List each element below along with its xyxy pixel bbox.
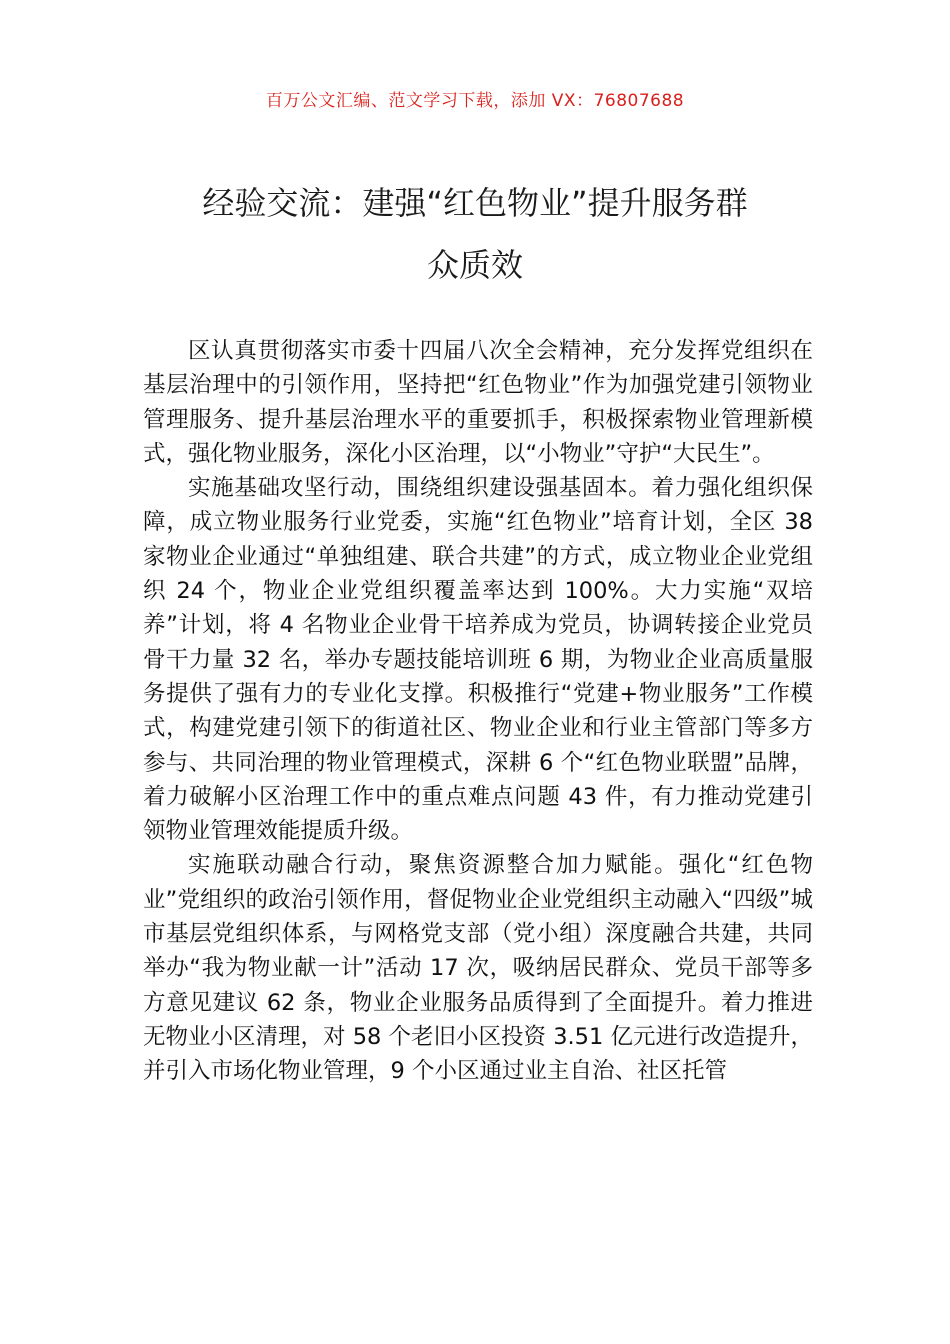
paragraph-intro: 区认真贯彻落实市委十四届八次全会精神，充分发挥党组织在基层治理中的引领作用，坚持把“红色物业”作为加强党建引领物业管理服务、提升基层治理水平的重要抓手，积极探索物业管理新模式，强化物业服务，深化小区治理，以“小物业”守护“大民生”。	[143, 338, 813, 467]
document-title	[150, 172, 800, 296]
title-line-1: 经验交流：建强“红色物业”提升服务群	[202, 184, 748, 222]
document-body	[143, 334, 813, 1089]
title-line-2: 众质效	[426, 246, 523, 284]
paragraph-linkage-action: 实施联动融合行动，聚焦资源整合加力赋能。强化“红色物业”党组织的政治引领作用，督促物业企业党组织主动融入“四级”城市基层党组织体系，与网格党支部（党小组）深度融合共建，共同举办“我为物业献一计”活动 17 次，吸纳居民群众、党员干部等多方意见建议 62 条，物业企业服务品质得到了全面提升。着力推进无物业小区清理，对 58 个老旧小区投资 3.51 亿元进行改造提升，并引入市场化物业管理，9 个小区通过业主自治、社区托管	[143, 852, 813, 1085]
header-banner: 百万公文汇编、范文学习下载，添加 VX：76807688	[265, 91, 685, 111]
paragraph-foundation-action: 实施基础攻坚行动，围绕组织建设强基固本。着力强化组织保障，成立物业服务行业党委，实施“红色物业”培育计划，全区 38 家物业企业通过“单独组建、联合共建”的方式，成立物业企业党组织 24 个，物业企业党组织覆盖率达到 100%。大力实施“双培养”计划，将 4 名物业企业骨干培养成为党员，协调转接企业党员骨干力量 32 名，举办专题技能培训班 6 期，为物业企业高质量服务提供了强有力的专业化支撑。积极推行“党建+物业服务”工作模式，构建党建引领下的街道社区、物业企业和行业主管部门等多方参与、共同治理的物业管理模式，深耕 6 个“红色物业联盟”品牌，着力破解小区治理工作中的重点难点问题 43 件，有力推动党建引领物业管理效能提质升级。	[143, 475, 813, 845]
